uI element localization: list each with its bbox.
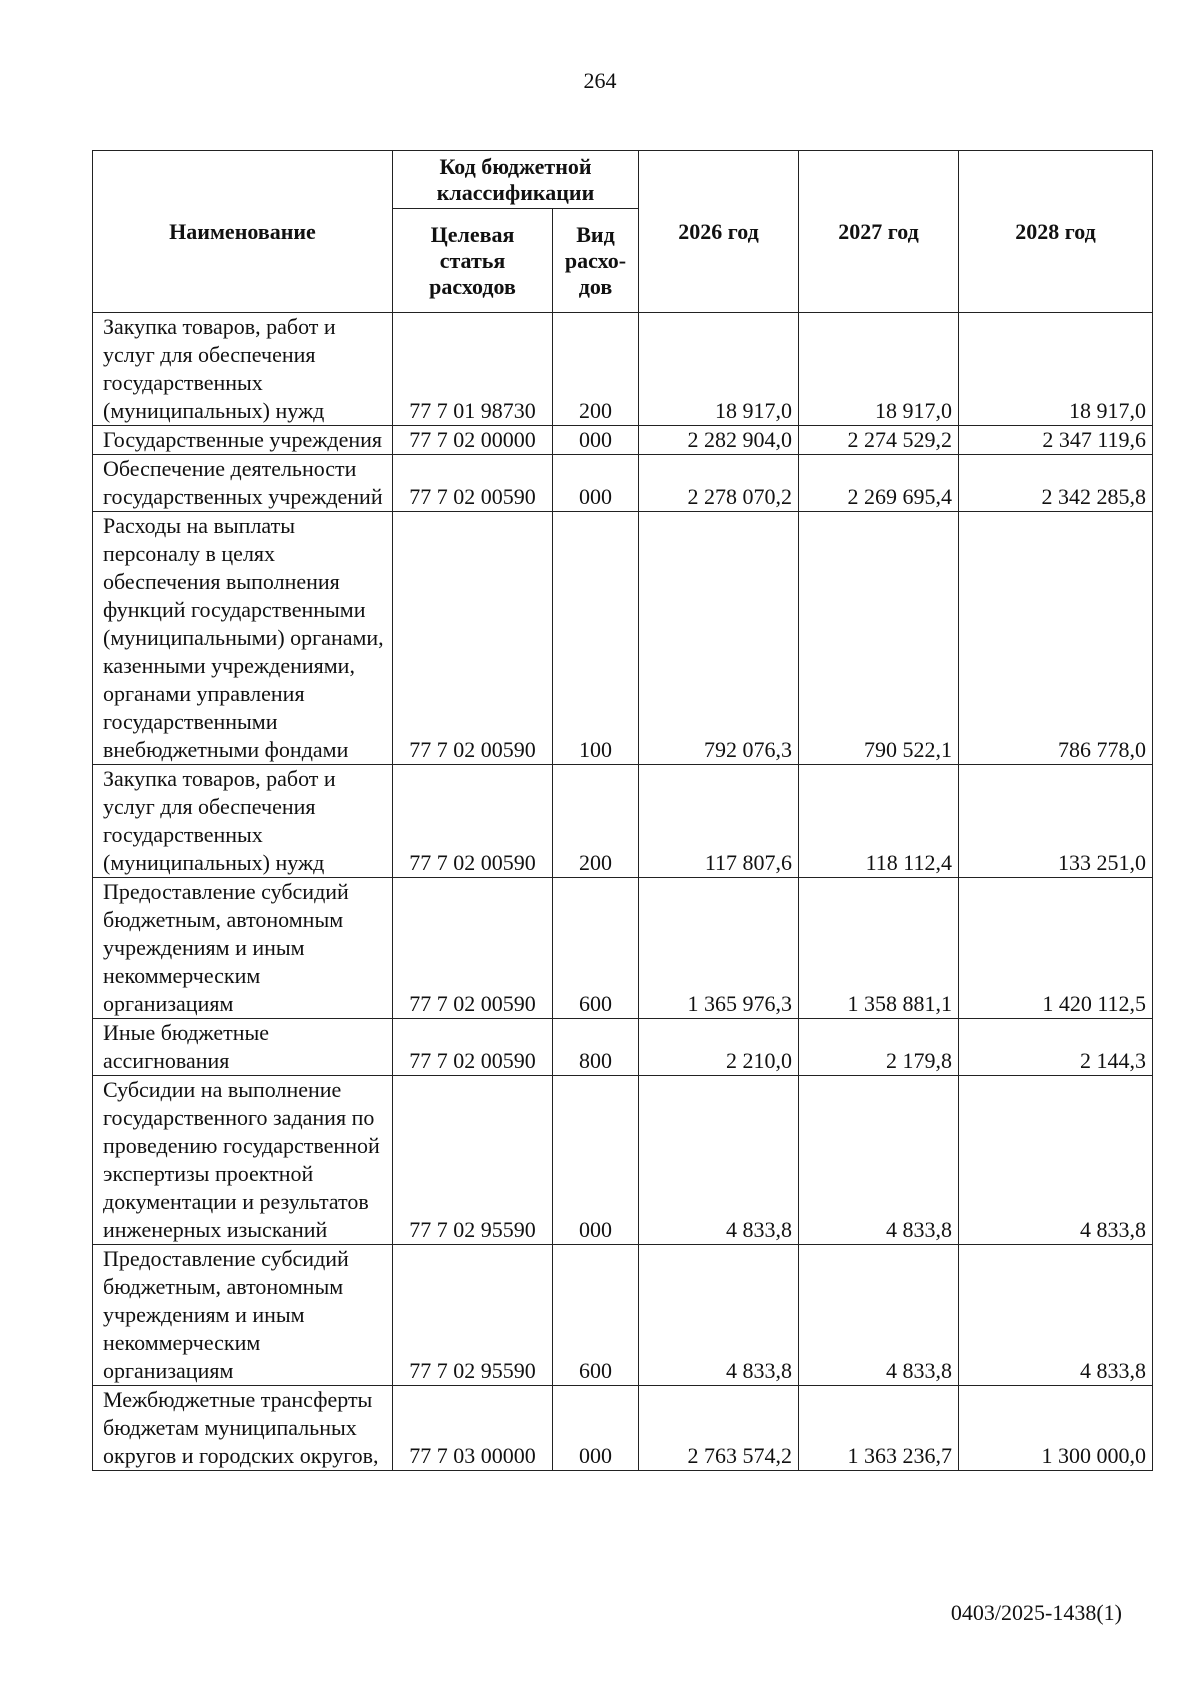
row-value-2027: 18 917,0 bbox=[799, 313, 959, 426]
row-value-2028: 4 833,8 bbox=[959, 1245, 1153, 1386]
row-value-2027: 4 833,8 bbox=[799, 1076, 959, 1245]
row-value-2028: 1 420 112,5 bbox=[959, 878, 1153, 1019]
row-name: Предоставление субсидий бюджетным, автономным учреждениям и иным некоммерческим организациям bbox=[93, 878, 393, 1019]
row-expense-type: 600 bbox=[553, 1245, 639, 1386]
table-body bbox=[93, 313, 1153, 1471]
row-value-2028: 18 917,0 bbox=[959, 313, 1153, 426]
table-header bbox=[93, 151, 1153, 313]
row-name: Закупка товаров, работ и услуг для обеспечения государственных (муниципальных) нужд bbox=[93, 765, 393, 878]
row-value-2026: 2 282 904,0 bbox=[639, 426, 799, 455]
row-value-2028: 786 778,0 bbox=[959, 512, 1153, 765]
header-target-article: Целевая статья расходов bbox=[393, 209, 553, 313]
row-target-article: 77 7 02 00590 bbox=[393, 878, 553, 1019]
row-target-article: 77 7 01 98730 bbox=[393, 313, 553, 426]
row-expense-type: 100 bbox=[553, 512, 639, 765]
row-expense-type: 600 bbox=[553, 878, 639, 1019]
row-name: Расходы на выплаты персоналу в целях обеспечения выполнения функций государственными (муниципальными) органами, казенными учреждениями, органами управления государственными внебюджетными фондами bbox=[93, 512, 393, 765]
table-row bbox=[93, 426, 1153, 455]
row-name: Государственные учреждения bbox=[93, 426, 393, 455]
row-value-2028: 2 347 119,6 bbox=[959, 426, 1153, 455]
table-row bbox=[93, 1019, 1153, 1076]
row-value-2027: 118 112,4 bbox=[799, 765, 959, 878]
row-value-2026: 4 833,8 bbox=[639, 1245, 799, 1386]
row-expense-type: 200 bbox=[553, 313, 639, 426]
table-row bbox=[93, 1076, 1153, 1245]
header-2027: 2027 год bbox=[799, 151, 959, 313]
header-code-group: Код бюджетной классификации bbox=[393, 151, 639, 209]
table-row bbox=[93, 1245, 1153, 1386]
row-value-2027: 2 179,8 bbox=[799, 1019, 959, 1076]
table-row bbox=[93, 455, 1153, 512]
document-number: 0403/2025-1438(1) bbox=[950, 1600, 1122, 1625]
row-target-article: 77 7 02 95590 bbox=[393, 1245, 553, 1386]
budget-table bbox=[92, 150, 1153, 1471]
row-target-article: 77 7 02 00000 bbox=[393, 426, 553, 455]
row-value-2028: 1 300 000,0 bbox=[959, 1386, 1153, 1471]
row-value-2027: 2 269 695,4 bbox=[799, 455, 959, 512]
page-number: 264 bbox=[583, 68, 617, 93]
row-value-2026: 792 076,3 bbox=[639, 512, 799, 765]
row-expense-type: 000 bbox=[553, 1076, 639, 1245]
row-target-article: 77 7 02 00590 bbox=[393, 455, 553, 512]
row-value-2026: 2 210,0 bbox=[639, 1019, 799, 1076]
row-expense-type: 000 bbox=[553, 426, 639, 455]
table-row bbox=[93, 878, 1153, 1019]
row-name: Иные бюджетные ассигнования bbox=[93, 1019, 393, 1076]
row-target-article: 77 7 03 00000 bbox=[393, 1386, 553, 1471]
table-row bbox=[93, 765, 1153, 878]
row-name: Субсидии на выполнение государственного задания по проведению государственной экспертизы проектной документации и результатов инженерных изысканий bbox=[93, 1076, 393, 1245]
table-row bbox=[93, 1386, 1153, 1471]
row-name: Обеспечение деятельности государственных учреждений bbox=[93, 455, 393, 512]
row-value-2027: 790 522,1 bbox=[799, 512, 959, 765]
table-row bbox=[93, 512, 1153, 765]
header-expense-type: Вид расхо-дов bbox=[553, 209, 639, 313]
row-name: Закупка товаров, работ и услуг для обеспечения государственных (муниципальных) нужд bbox=[93, 313, 393, 426]
row-value-2028: 2 342 285,8 bbox=[959, 455, 1153, 512]
table-row bbox=[93, 313, 1153, 426]
row-name: Межбюджетные трансферты бюджетам муниципальных округов и городских округов, bbox=[93, 1386, 393, 1471]
row-expense-type: 200 bbox=[553, 765, 639, 878]
row-target-article: 77 7 02 00590 bbox=[393, 765, 553, 878]
header-name: Наименование bbox=[93, 151, 393, 313]
row-expense-type: 000 bbox=[553, 455, 639, 512]
row-target-article: 77 7 02 00590 bbox=[393, 1019, 553, 1076]
row-value-2026: 1 365 976,3 bbox=[639, 878, 799, 1019]
row-value-2028: 2 144,3 bbox=[959, 1019, 1153, 1076]
row-value-2026: 2 763 574,2 bbox=[639, 1386, 799, 1471]
row-value-2027: 2 274 529,2 bbox=[799, 426, 959, 455]
row-value-2026: 4 833,8 bbox=[639, 1076, 799, 1245]
row-value-2026: 117 807,6 bbox=[639, 765, 799, 878]
row-value-2027: 1 358 881,1 bbox=[799, 878, 959, 1019]
row-target-article: 77 7 02 95590 bbox=[393, 1076, 553, 1245]
row-name: Предоставление субсидий бюджетным, автономным учреждениям и иным некоммерческим организациям bbox=[93, 1245, 393, 1386]
row-expense-type: 800 bbox=[553, 1019, 639, 1076]
row-value-2026: 2 278 070,2 bbox=[639, 455, 799, 512]
header-2026: 2026 год bbox=[639, 151, 799, 313]
row-value-2028: 133 251,0 bbox=[959, 765, 1153, 878]
row-expense-type: 000 bbox=[553, 1386, 639, 1471]
row-value-2027: 1 363 236,7 bbox=[799, 1386, 959, 1471]
header-2028: 2028 год bbox=[959, 151, 1153, 313]
row-value-2026: 18 917,0 bbox=[639, 313, 799, 426]
row-target-article: 77 7 02 00590 bbox=[393, 512, 553, 765]
row-value-2028: 4 833,8 bbox=[959, 1076, 1153, 1245]
row-value-2027: 4 833,8 bbox=[799, 1245, 959, 1386]
